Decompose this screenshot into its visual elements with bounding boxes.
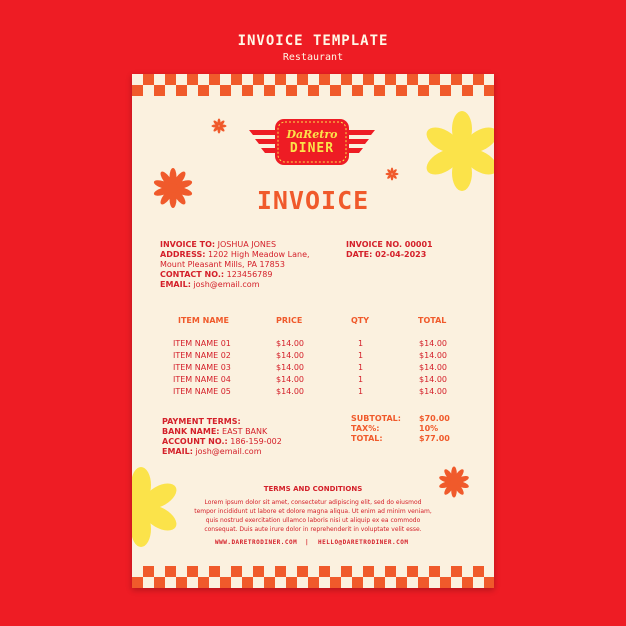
subtotal-label: SUBTOTAL:	[351, 414, 401, 423]
invoice-to-value: JOSHUA JONES	[217, 240, 277, 249]
item-total-cell: $14.00	[419, 375, 447, 384]
item-qty-cell: 1	[358, 351, 364, 360]
checker-border-bottom	[132, 566, 494, 588]
orange-flower-icon	[438, 466, 470, 498]
totals-block	[351, 414, 481, 444]
item-name-cell: ITEM NAME 01	[173, 339, 231, 348]
account-value: 186-159-002	[230, 437, 282, 446]
logo-script-text: DaRetro	[286, 128, 338, 141]
page-title: INVOICE TEMPLATE	[237, 33, 389, 49]
item-price-cell: $14.00	[276, 351, 304, 360]
orange-flower-icon	[211, 118, 227, 134]
payment-email-label: EMAIL:	[162, 447, 193, 456]
logo-diner-text: DINER	[289, 141, 335, 156]
payment-terms-block	[162, 417, 332, 457]
diner-logo	[247, 116, 377, 168]
email-value: josh@email.com	[193, 280, 260, 289]
yellow-flower-icon	[422, 109, 494, 193]
email-label: EMAIL:	[160, 280, 191, 289]
invoice-date-value: 02-04-2023	[375, 250, 427, 259]
invoice-meta-block	[346, 240, 476, 260]
item-qty-cell: 1	[358, 363, 364, 372]
invoice-document	[132, 74, 494, 588]
page-subtitle: Restaurant	[282, 52, 344, 63]
col-header-total: TOTAL	[418, 316, 447, 325]
terms-body: Lorem ipsum dolor sit amet, consectetur adipiscing elit, sed do eiusmod tempor incididunt ut labore et dolore magna aliqua. Ut enim ad minim veniam, quis nostrud exercitation ullamco laboris nisi ut aliquip ex ea commodo consequat. Duis aute irure dolor in reprehenderit in voluptate velit esse.	[194, 499, 432, 533]
invoice-title: INVOICE	[256, 186, 370, 215]
invoice-number-value: 00001	[404, 240, 433, 249]
payment-terms-label: PAYMENT TERMS:	[162, 417, 241, 426]
contact-value: 123456789	[226, 270, 273, 279]
tax-label: TAX%:	[351, 424, 380, 433]
item-name-cell: ITEM NAME 05	[173, 387, 231, 396]
item-name-cell: ITEM NAME 04	[173, 375, 231, 384]
subtotal-value: $70.00	[419, 414, 450, 423]
footer-separator: |	[305, 539, 310, 546]
bill-to-block	[160, 240, 330, 290]
col-header-price: PRICE	[276, 316, 303, 325]
item-qty-cell: 1	[358, 375, 364, 384]
checker-border-top	[132, 74, 494, 96]
item-qty-cell: 1	[358, 387, 364, 396]
bank-name-value: EAST BANK	[222, 427, 268, 436]
item-total-cell: $14.00	[419, 351, 447, 360]
total-value: $77.00	[419, 434, 450, 443]
item-total-cell: $14.00	[419, 363, 447, 372]
orange-flower-icon	[385, 167, 399, 181]
contact-label: CONTACT NO.:	[160, 270, 225, 279]
col-header-item: ITEM NAME	[178, 316, 229, 325]
total-label: TOTAL:	[351, 434, 383, 443]
footer-website: WWW.DARETRODINER.COM	[215, 539, 298, 546]
item-name-cell: ITEM NAME 02	[173, 351, 231, 360]
item-price-cell: $14.00	[276, 387, 304, 396]
invoice-to-label: INVOICE TO:	[160, 240, 216, 249]
bank-name-label: BANK NAME:	[162, 427, 220, 436]
item-total-cell: $14.00	[419, 387, 447, 396]
address-line2: Mount Pleasant Mills, PA 17853	[160, 260, 285, 269]
address-line1: 1202 High Meadow Lane,	[208, 250, 310, 259]
terms-heading: TERMS AND CONDITIONS	[263, 485, 363, 493]
col-header-qty: QTY	[351, 316, 370, 325]
footer-email: HELLO@DARETRODINER.COM	[318, 539, 409, 546]
item-name-cell: ITEM NAME 03	[173, 363, 231, 372]
item-qty-cell: 1	[358, 339, 364, 348]
invoice-date-label: DATE:	[346, 250, 373, 259]
account-label: ACCOUNT NO.:	[162, 437, 228, 446]
invoice-number-label: INVOICE NO.	[346, 240, 402, 249]
payment-email-value: josh@email.com	[195, 447, 262, 456]
yellow-flower-icon	[132, 466, 182, 548]
address-label: ADDRESS:	[160, 250, 206, 259]
item-price-cell: $14.00	[276, 339, 304, 348]
item-total-cell: $14.00	[419, 339, 447, 348]
item-price-cell: $14.00	[276, 363, 304, 372]
item-price-cell: $14.00	[276, 375, 304, 384]
tax-value: 10%	[419, 424, 439, 433]
